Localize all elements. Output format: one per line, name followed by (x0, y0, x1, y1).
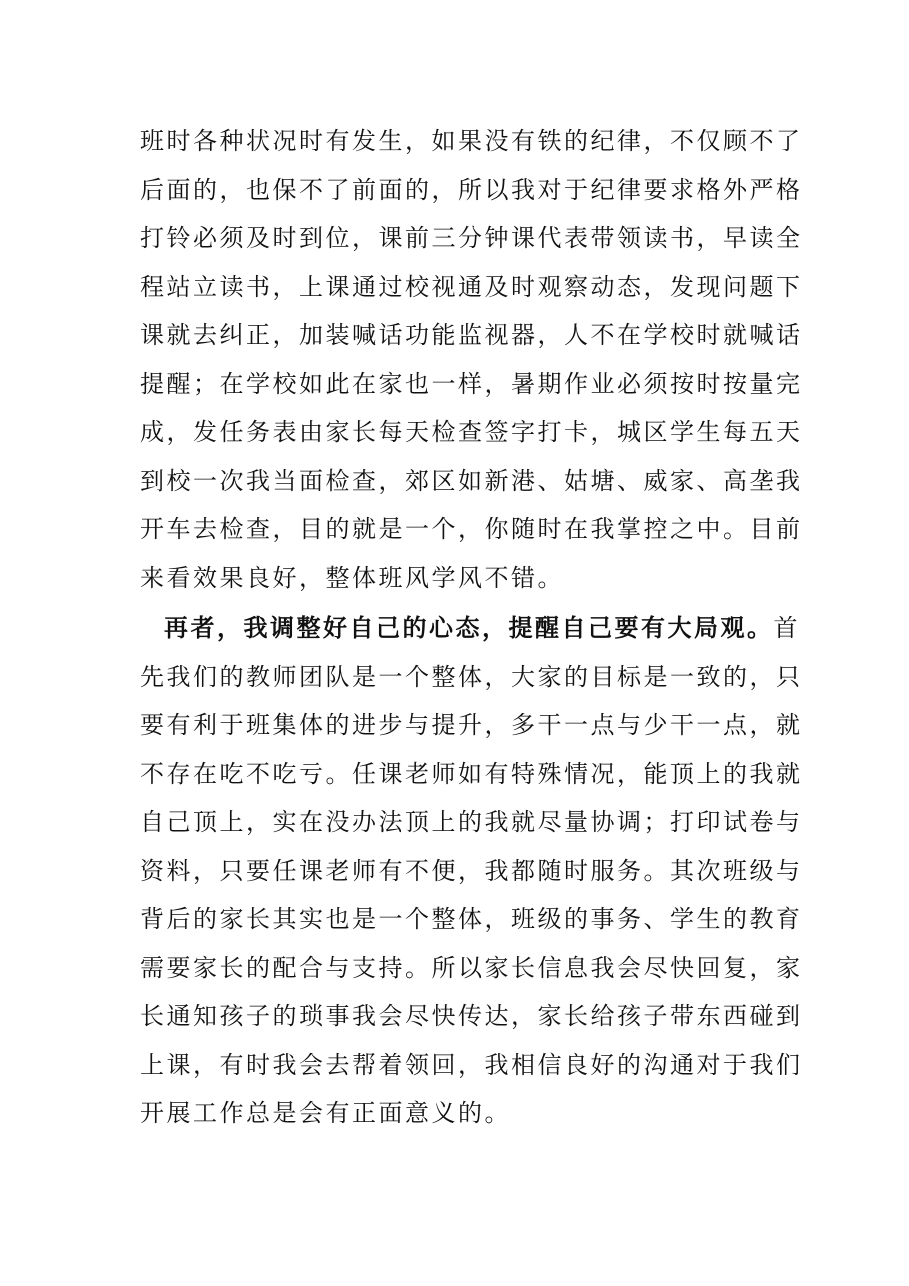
text-line: 不存在吃不吃亏。任课老师如有特殊情况，能顶上的我就 (140, 759, 803, 788)
text-line: 开展工作总是会有正面意义的。 (140, 1099, 511, 1127)
text-line: 程站立读书，上课通过校视通及时观察动态，发现问题下 (140, 272, 803, 301)
text-line: 长通知孩子的琐事我会尽快传达，家长给孩子带东西碰到 (140, 1002, 803, 1030)
first-line-rest: 首 (773, 614, 800, 642)
text-line: 来看效果良好，整体班风学风不错。 (140, 563, 564, 592)
text-line: 资料，只要任课老师有不便，我都随时服务。其次班级与 (140, 856, 803, 885)
paragraph-discipline (140, 117, 803, 602)
text-line: 上课，有时我会去帮着领回，我相信良好的沟通对于我们 (140, 1050, 803, 1079)
text-line: 需要家长的配合与支持。所以家长信息我会尽快回复，家 (140, 953, 803, 982)
text-line: 提醒；在学校如此在家也一样，暑期作业必须按时按量完 (140, 369, 803, 398)
text-line-first (140, 604, 800, 653)
text-line: 班时各种状况时有发生，如果没有铁的纪律，不仅顾不了 (140, 127, 803, 155)
text-line: 要有利于班集体的进步与提升，多干一点与少干一点，就 (140, 711, 803, 739)
text-line: 背后的家长其实也是一个整体，班级的事务、学生的教育 (140, 905, 803, 933)
text-line: 成，发任务表由家长每天检查签字打卡，城区学生每五天 (140, 418, 803, 446)
text-line: 先我们的教师团队是一个整体，大家的目标是一致的，只 (140, 662, 803, 691)
text-line: 到校一次我当面检查，郊区如新港、姑塘、威家、高垄我 (140, 466, 803, 495)
text-line: 开车去检查，目的就是一个，你随时在我掌控之中。目前 (140, 515, 803, 543)
text-line: 后面的，也保不了前面的，所以我对于纪律要求格外严格 (140, 175, 803, 204)
paragraph-lead-sentence: 再者，我调整好自己的心态，提醒自己要有大局观。 (164, 613, 774, 642)
paragraph-mindset (140, 604, 803, 1138)
text-line: 课就去纠正，加装喊话功能监视器，人不在学校时就喊话 (140, 321, 803, 349)
text-line: 打铃必须及时到位，课前三分钟课代表带领读书，早读全 (140, 224, 803, 252)
text-line: 自己顶上，实在没办法顶上的我就尽量协调；打印试卷与 (140, 808, 803, 836)
